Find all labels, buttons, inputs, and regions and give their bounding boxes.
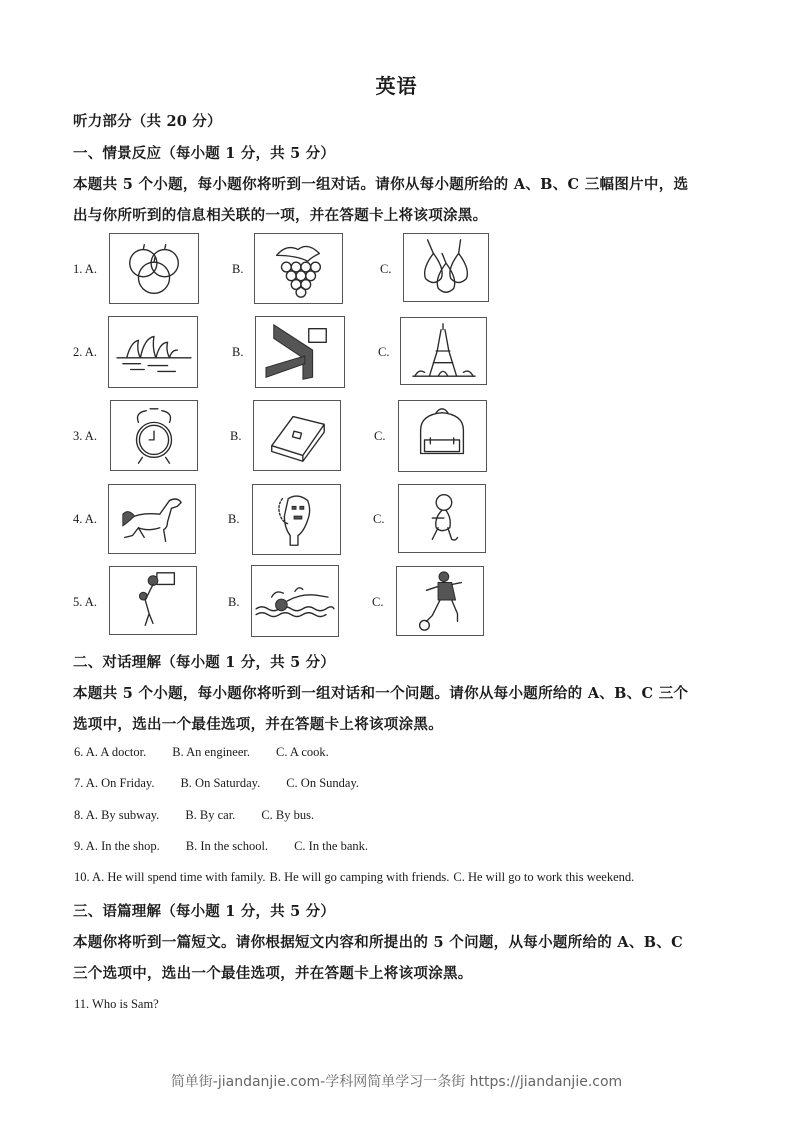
- question-1-option-b-label: B.: [232, 262, 244, 276]
- question-10-option-a[interactable]: 10. A. He will spend time with family.: [74, 870, 266, 884]
- question-9-option-c[interactable]: C. In the bank.: [294, 839, 369, 853]
- question-7: [74, 776, 385, 791]
- question-9-option-b[interactable]: B. In the school.: [185, 839, 269, 853]
- question-3-option-b-image[interactable]: [253, 400, 341, 471]
- part3-instruction-line1: 本题你将听到一篇短文。请你根据短文内容和所提出的 5 个问题，从每小题所给的 A、B、C: [73, 934, 683, 951]
- question-3-option-c-image[interactable]: [398, 400, 487, 472]
- question-4-option-b-label: B.: [228, 512, 240, 526]
- question-9-option-a[interactable]: 9. A. In the shop.: [74, 839, 160, 853]
- part1-instruction-line1: 本题共 5 个小题，每小题你将听到一组对话。请你从每小题所给的 A、B、C 三幅图片中，选: [73, 176, 689, 193]
- question-2-option-b-image[interactable]: [255, 316, 345, 388]
- question-5-label: 5. A.: [73, 595, 97, 609]
- page-title: 英语: [375, 74, 418, 98]
- apples-icon: [110, 234, 198, 303]
- great-wall-icon: [256, 317, 344, 387]
- question-5-option-c-label: C.: [372, 595, 384, 609]
- question-3-option-c-label: C.: [374, 429, 386, 443]
- question-3-option-a-image[interactable]: [110, 400, 198, 471]
- pears-icon: [404, 234, 488, 301]
- question-5-option-b-label: B.: [228, 595, 240, 609]
- footer-watermark: 简单街-jiandanjie.com-学科网简单学习一条街 https://jiandanjie.com: [170, 1074, 623, 1090]
- alarm-clock-icon: [111, 401, 197, 470]
- backpack-icon: [399, 401, 486, 471]
- question-3-label: 3. A.: [73, 429, 97, 443]
- question-1-option-c-label: C.: [380, 262, 392, 276]
- question-6: [74, 745, 355, 760]
- question-4-option-a-image[interactable]: [108, 484, 196, 554]
- question-4-option-c-image[interactable]: [398, 484, 486, 553]
- question-9: [74, 839, 394, 854]
- question-5-option-a-image[interactable]: [109, 566, 197, 635]
- question-1-label: 1. A.: [73, 262, 97, 276]
- question-4-label: 4. A.: [73, 512, 97, 526]
- question-8: [74, 808, 340, 823]
- sydney-opera-house-icon: [109, 317, 197, 387]
- eiffel-tower-icon: [401, 318, 486, 384]
- question-8-option-b[interactable]: B. By car.: [185, 808, 236, 822]
- question-1-option-b-image[interactable]: [254, 233, 343, 304]
- question-1-option-a-image[interactable]: [109, 233, 199, 304]
- question-10-option-c[interactable]: C. He will go to work this weekend.: [453, 870, 635, 884]
- question-7-option-c[interactable]: C. On Sunday.: [286, 776, 360, 790]
- question-4-option-b-image[interactable]: [252, 484, 341, 555]
- question-11: 11. Who is Sam?: [74, 997, 159, 1011]
- question-6-option-b[interactable]: B. An engineer.: [172, 745, 250, 759]
- question-2-option-b-label: B.: [232, 345, 244, 359]
- part1-heading: 一、情景反应（每小题 1 分，共 5 分）: [73, 145, 336, 162]
- horse-icon: [109, 485, 195, 553]
- question-10: [74, 870, 660, 885]
- part3-instruction-line2: 三个选项中，选出一个最佳选项，并在答题卡上将该项涂黑。: [73, 965, 473, 982]
- question-8-option-c[interactable]: C. By bus.: [261, 808, 315, 822]
- question-8-option-a[interactable]: 8. A. By subway.: [74, 808, 160, 822]
- question-4-option-c-label: C.: [373, 512, 385, 526]
- question-10-option-b[interactable]: B. He will go camping with friends.: [269, 870, 450, 884]
- question-5-option-c-image[interactable]: [396, 566, 484, 636]
- question-6-option-c[interactable]: C. A cook.: [276, 745, 329, 759]
- part2-heading: 二、对话理解（每小题 1 分，共 5 分）: [73, 654, 336, 671]
- question-2-option-a-image[interactable]: [108, 316, 198, 388]
- question-2-option-c-image[interactable]: [400, 317, 487, 385]
- part2-instruction-line2: 选项中，选出一个最佳选项，并在答题卡上将该项涂黑。: [73, 716, 443, 733]
- question-1-option-c-image[interactable]: [403, 233, 489, 302]
- monkey-icon: [399, 485, 485, 552]
- grapes-icon: [255, 234, 342, 303]
- question-5-option-b-image[interactable]: [251, 565, 339, 637]
- tiger-icon: [253, 485, 340, 554]
- question-7-option-b[interactable]: B. On Saturday.: [180, 776, 261, 790]
- part2-instruction-line1: 本题共 5 个小题，每小题你将听到一组对话和一个问题。请你从每小题所给的 A、B、C 三个: [73, 685, 689, 702]
- question-7-option-a[interactable]: 7. A. On Friday.: [74, 776, 155, 790]
- basketball-player-icon: [110, 567, 196, 634]
- soccer-player-icon: [397, 567, 483, 635]
- listening-heading: 听力部分（共 20 分）: [73, 113, 222, 130]
- swimmer-icon: [252, 566, 338, 636]
- question-2-option-c-label: C.: [378, 345, 390, 359]
- question-6-option-a[interactable]: 6. A. A doctor.: [74, 745, 147, 759]
- part1-instruction-line2: 出与你所听到的信息相关联的一项，并在答题卡上将该项涂黑。: [73, 207, 488, 224]
- book-icon: [254, 401, 340, 470]
- question-3-option-b-label: B.: [230, 429, 242, 443]
- question-2-label: 2. A.: [73, 345, 97, 359]
- part3-heading: 三、语篇理解（每小题 1 分，共 5 分）: [73, 903, 336, 920]
